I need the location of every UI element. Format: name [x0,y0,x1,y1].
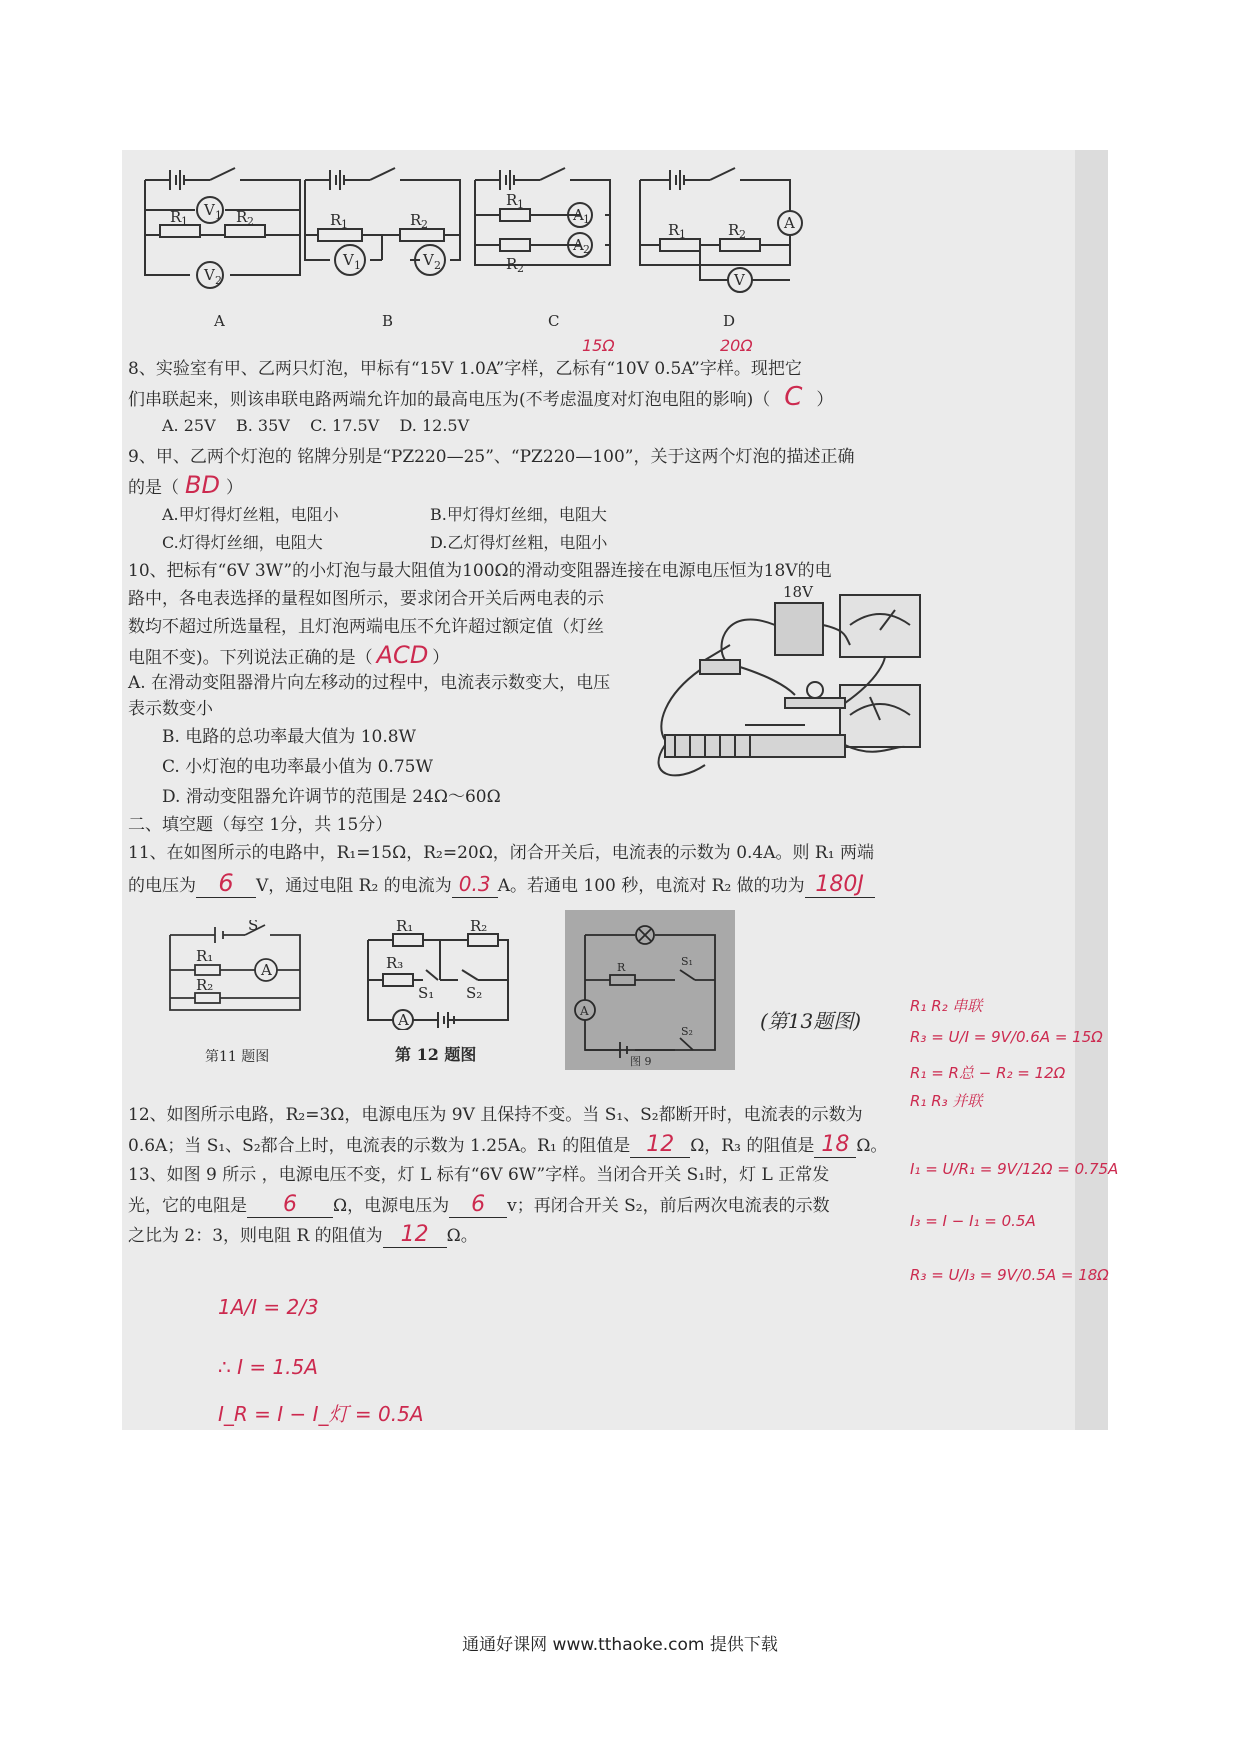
r1-label: R [170,208,182,226]
svg-text:A: A [573,206,584,224]
q10-option-a-cont: 表示数变小 [128,699,213,719]
hand-work-right-1: R₁ R₂ 串联 [910,997,983,1015]
fig12-caption: 第 12 题图 [395,1045,477,1064]
svg-text:2: 2 [739,228,746,241]
svg-text:S₂: S₂ [466,984,483,1002]
svg-text:R: R [506,255,518,273]
circuit-c-label: C [548,312,560,330]
q10-figure-voltage: 18V [783,585,813,601]
q11-answer-3: 180J [815,872,864,897]
q13-line2: 光，它的电阻是 6 Ω，电源电压为 6 v；再闭合开关 S₂，前后两次电流表的示数 [128,1192,830,1217]
q12-line1: 12、如图所示电路，R₂=3Ω，电源电压为 9V 且保持不变。当 S₁、S₂都断开时，电流表的示数为 [128,1105,863,1125]
q9-option-a: A.甲灯得灯丝粗，电阻小 [162,505,339,524]
svg-text:2: 2 [421,218,428,231]
svg-text:A: A [573,236,584,254]
q10-apparatus-figure [645,585,935,785]
hand-note-20-ohm: 20Ω [720,336,753,355]
hand-work-right-2: R₃ = U/I = 9V/0.6A = 15Ω [910,1028,1103,1046]
q9-line1: 9、甲、乙两个灯泡的 铭牌分别是“PZ220—25”、“PZ220—100”，关于这两个灯泡的描述正确 [128,447,855,467]
section2-heading: 二、填空题（每空 1分，共 15分） [128,815,393,835]
svg-text:R: R [617,961,626,974]
hand-work-right-5: I₁ = U/R₁ = 9V/12Ω = 0.75A [910,1160,1119,1178]
q9-option-b: B.甲灯得灯丝细，电阻大 [430,505,607,524]
hand-work-right-3: R₁ = R总 − R₂ = 12Ω [910,1064,1066,1082]
q11-answer-2: 0.3 [458,872,491,896]
circuit-a [140,165,310,305]
hand-work-right-4: R₁ R₃ 并联 [910,1092,983,1110]
q11-answer-1: 6 [218,869,234,897]
svg-text:R₁: R₁ [196,947,214,965]
fig13-hand-caption: (第13题图) [760,1009,862,1033]
fig13-circuit-photo [565,910,735,1070]
q8-answer: C [784,382,803,412]
q9-option-c: C.灯得灯丝细，电阻大 [162,533,323,552]
svg-text:1: 1 [517,198,524,211]
svg-text:1: 1 [583,213,590,226]
svg-text:2: 2 [517,262,524,275]
q13-answer-2: 6 [471,1192,486,1217]
circuit-c [470,165,620,305]
svg-text:V: V [423,251,434,269]
q8-line1: 8、实验室有甲、乙两只灯泡，甲标有“15V 1.0A”字样，乙标有“10V 0.5A”字样。现把它 [128,359,802,379]
hand-work-right-7: R₃ = U/I₃ = 9V/0.5A = 18Ω [910,1266,1109,1284]
voltmeter-v2-label: V [204,266,215,284]
svg-text:A: A [580,1004,589,1018]
svg-text:S₂: S₂ [681,1025,693,1038]
circuit-d [630,165,810,305]
q9-line2: 的是（ BD ） [128,471,243,499]
q9-option-d: D.乙灯得灯丝粗，电阻小 [430,533,608,552]
footer-download-note: 通通好课网 www.tthaoke.com 提供下载 [462,1635,778,1655]
q10-line4: 电阻不变)。下列说法正确的是（ ACD ） [128,641,450,669]
svg-text:S₁: S₁ [418,984,435,1002]
q10-line1: 10、把标有“6V 3W”的小灯泡与最大阻值为100Ω的滑动变阻器连接在电源电压恒为18V的电 [128,561,832,581]
hand-work-right-6: I₃ = I − I₁ = 0.5A [910,1212,1036,1230]
q10-answer: ACD [376,641,429,669]
hand-note-15-ohm: 15Ω [582,336,615,355]
circuit-b-label: B [382,312,394,330]
svg-text:R: R [728,221,740,239]
q12-line2: 0.6A；当 S₁、S₂都合上时，电流表的示数为 1.25A。R₁ 的阻值是 12 Ω，R₃ 的阻值是 18 Ω。 [128,1132,888,1157]
svg-text:1: 1 [354,259,361,272]
svg-text:1: 1 [181,215,188,228]
q11-line1: 11、在如图所示的电路中，R₁=15Ω，R₂=20Ω，闭合开关后，电流表的示数为 0.4A。则 R₁ 两端 [128,843,874,863]
q12-answer-1: 12 [646,1132,675,1157]
q10-option-b: B. 电路的总功率最大值为 10.8W [162,727,417,747]
svg-text:A: A [784,214,795,232]
svg-text:R₁: R₁ [396,920,414,935]
q8-line2: 们串联起来，则该串联电路两端允许加的最高电压为(不考虑温度对灯泡电阻的影响)（ C ） [128,382,834,412]
q10-option-c: C. 小灯泡的电功率最小值为 0.75W [162,757,433,777]
svg-text:2: 2 [583,243,590,256]
voltmeter-v1-label: V [204,201,215,219]
svg-text:R₂: R₂ [470,920,488,935]
q9-answer: BD [185,471,220,499]
q13-line3: 之比为 2：3，则电阻 R 的阻值为 12 Ω。 [128,1222,478,1247]
svg-text:V: V [734,271,745,289]
q10-option-d: D. 滑动变阻器允许调节的范围是 24Ω～60Ω [162,787,501,807]
q10-option-a: A. 在滑动变阻器滑片向左移动的过程中，电流表示数变大，电压 [128,673,611,693]
circuit-a-label: A [214,312,225,330]
q13-answer-1: 6 [283,1192,297,1217]
q11-line2: 的电压为 6 V，通过电阻 R₂ 的电流为 0.3 A。若通电 100 秒，电流对 R₂ 做的功为 180J [128,872,875,898]
q13-line1: 13、如图 9 所示 ，电源电压不变，灯 L 标有“6V 6W”字样。当闭合开关 S₁时，灯 L 正常发 [128,1165,830,1185]
svg-text:1: 1 [679,228,686,241]
q8-options: A. 25V B. 35V C. 17.5V D. 12.5V [162,416,470,435]
svg-text:S₁: S₁ [681,955,693,968]
fig13-caption: 图 9 [630,1055,652,1068]
q12-answer-2: 18 [821,1132,850,1157]
r2-label: R [236,208,248,226]
svg-text:2: 2 [215,274,222,287]
fig12-circuit [358,920,518,1030]
fig11-circuit [160,920,310,1020]
svg-text:A: A [261,961,272,979]
svg-text:2: 2 [434,259,441,272]
q10-line3: 数均不超过所选量程，且灯泡两端电压不允许超过额定值（灯丝 [128,617,604,637]
svg-text:R: R [330,211,342,229]
svg-text:R: R [410,211,422,229]
svg-text:1: 1 [341,218,348,231]
hand-work-bottom-1: 1A/I = 2/3 [218,1295,319,1319]
svg-text:V: V [343,251,354,269]
svg-text:R: R [506,191,518,209]
hand-work-bottom-3: I_R = I − I_灯 = 0.5A [218,1402,424,1426]
q13-answer-3: 12 [400,1222,429,1247]
svg-text:1: 1 [215,209,222,222]
svg-text:A: A [398,1011,409,1029]
hand-work-bottom-2: ∴ I = 1.5A [218,1355,318,1379]
svg-text:S: S [248,920,259,934]
svg-text:R₂: R₂ [196,976,214,994]
fig11-caption: 第11 题图 [205,1049,270,1065]
q10-line2: 路中，各电表选择的量程如图所示，要求闭合开关后两电表的示 [128,589,604,609]
svg-text:2: 2 [247,215,254,228]
circuit-b [300,165,470,305]
scan-edge-shadow [1075,150,1108,1430]
svg-text:R: R [668,221,680,239]
circuit-d-label: D [723,312,736,330]
svg-text:R₃: R₃ [386,954,404,972]
